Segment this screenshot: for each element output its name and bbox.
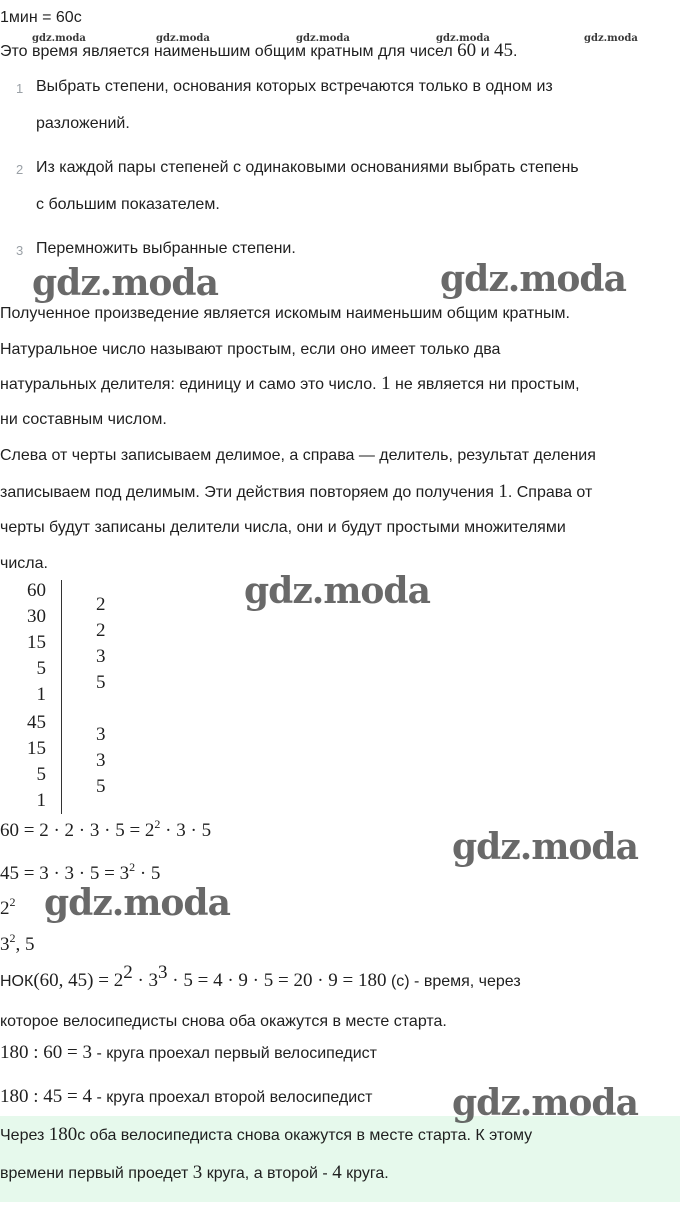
- step-text: Выбрать степени, основания которых встречаются только в одном из: [36, 78, 553, 95]
- divisor-value: 2: [96, 594, 106, 615]
- answer-line: времени первый проедет 3 круга, а второй - 4 круга.: [0, 1162, 389, 1183]
- step-text: с большим показателем.: [36, 196, 220, 213]
- dividend-value: 60: [27, 580, 46, 601]
- result-paragraph: Полученное произведение является искомым наименьшим общим кратным.: [0, 305, 570, 322]
- step-number: 3: [16, 243, 24, 258]
- divisor-value: 3: [96, 646, 106, 667]
- dividend-value: 1: [36, 790, 46, 811]
- prime-definition-line: натуральных делителя: единицу и само это число. 1 не является ни простым,: [0, 373, 580, 394]
- watermark-small: gdz.moda: [436, 33, 490, 44]
- divisor-value: 3: [96, 724, 106, 745]
- dividend-value: 45: [27, 712, 46, 733]
- watermark-large: gdz.moda: [32, 262, 218, 304]
- dividend-value: 15: [27, 632, 46, 653]
- factorization-60: $60 = 2 \cdot 2 \cdot 3 \cdot 5 = 2^2 \cdot 3 \cdot 5$: [0, 817, 212, 841]
- watermark-small: gdz.moda: [296, 33, 350, 44]
- power-2: $2^2$: [0, 895, 16, 919]
- watermark-large: gdz.moda: [44, 882, 230, 924]
- dividend-value: 1: [36, 684, 46, 705]
- dividend-value: 15: [27, 738, 46, 759]
- divisor-value: 3: [96, 750, 106, 771]
- division-second-cyclist: 180 : 45 = 4 - круга проехал второй велосипедист: [0, 1086, 373, 1107]
- lcm-intro: Это время является наименьшим общим кратным для чисел 60 и 45.: [0, 40, 518, 61]
- method-line: числа.: [0, 555, 48, 572]
- dividend-value: 30: [27, 606, 46, 627]
- power-3-and-5: $3^2$, 5: [0, 931, 35, 955]
- watermark-small: gdz.moda: [156, 33, 210, 44]
- divisor-value: 5: [96, 672, 106, 693]
- time-conversion: 1мин = 60с: [0, 9, 82, 26]
- prime-definition-line: ни составным числом.: [0, 411, 167, 428]
- answer-line: Через 180с оба велосипедиста снова окажутся в месте старта. К этому: [0, 1124, 533, 1145]
- step-number: 2: [16, 162, 24, 177]
- divisor-value: 2: [96, 620, 106, 641]
- step-text: Перемножить выбранные степени.: [36, 240, 296, 257]
- lcm-calculation: НОК(60, $45) = 2^2 \cdot 3^3 \cdot 5 = 4 \cdot 9 \cdot 5 = 20 \cdot 9 = 180$ (с) - время, через: [0, 962, 521, 991]
- division-line: [61, 580, 62, 814]
- dividend-value: 5: [36, 764, 46, 785]
- prime-definition-line: Натуральное число называют простым, если оно имеет только два: [0, 341, 501, 358]
- watermark-large: gdz.moda: [244, 570, 430, 612]
- watermark-large: gdz.moda: [440, 258, 626, 300]
- divisor-value: 5: [96, 776, 106, 797]
- division-first-cyclist: 180 : 60 = 3 - круга проехал первый велосипедист: [0, 1042, 377, 1063]
- method-line: черты будут записаны делители числа, они и будут простыми множителями: [0, 519, 566, 536]
- lcm-explanation: которое велосипедисты снова оба окажутся в месте старта.: [0, 1013, 447, 1030]
- step-text: разложений.: [36, 115, 130, 132]
- method-line: Слева от черты записываем делимое, а справа — делитель, результат деления: [0, 447, 596, 464]
- watermark-small: gdz.moda: [584, 33, 638, 44]
- step-text: Из каждой пары степеней с одинаковыми основаниями выбрать степень: [36, 159, 579, 176]
- method-line: записываем под делимым. Эти действия повторяем до получения 1. Справа от: [0, 481, 593, 502]
- watermark-large: gdz.moda: [452, 826, 638, 868]
- dividend-value: 5: [36, 658, 46, 679]
- watermark-large: gdz.moda: [452, 1082, 638, 1124]
- factorization-45: $45 = 3 \cdot 3 \cdot 5 = 3^2 \cdot 5$: [0, 860, 161, 884]
- step-number: 1: [16, 81, 24, 96]
- watermark-small: gdz.moda: [32, 33, 86, 44]
